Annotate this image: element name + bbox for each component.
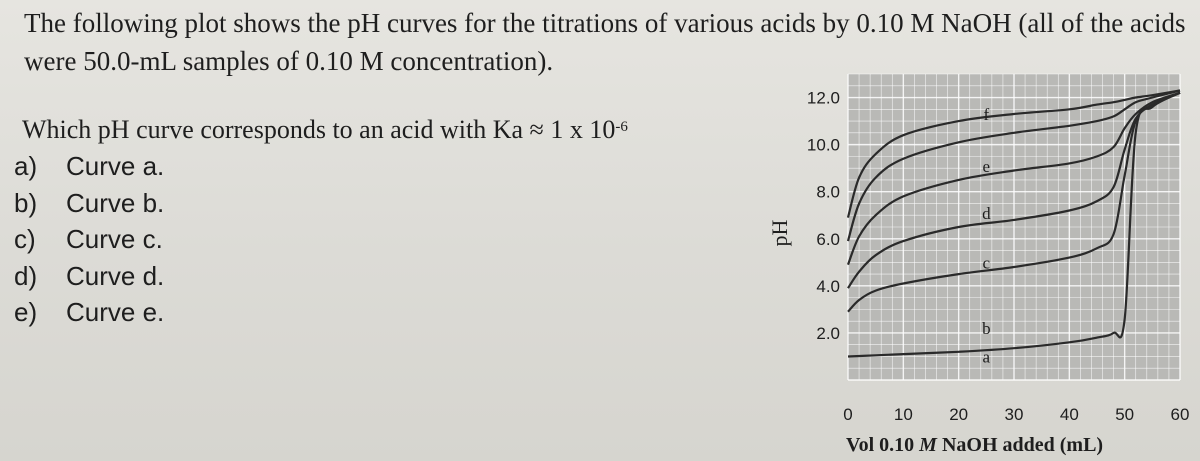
option-letter: c) [14, 224, 36, 254]
curve-label-a: a [982, 347, 991, 367]
option-text: Curve a. [66, 151, 165, 181]
curve-label-e: e [982, 156, 991, 176]
y-tick-label: 4.0 [816, 276, 840, 296]
x-tick-label: 60 [1170, 405, 1190, 424]
y-tick-label: 12.0 [806, 88, 840, 108]
option-text: Curve c. [66, 224, 163, 254]
x-tick-label: 50 [1115, 405, 1135, 424]
option-text: Curve e. [66, 297, 165, 327]
x-tick-label: 20 [949, 405, 969, 424]
curve-label-d: d [982, 203, 991, 223]
option-d[interactable] [14, 258, 164, 295]
option-e[interactable] [14, 294, 164, 331]
x-tick-label: 40 [1059, 405, 1079, 424]
option-letter: e) [14, 297, 38, 327]
option-text: Curve b. [66, 187, 165, 218]
x-tick-label: 0 [843, 405, 853, 424]
question-text: The following plot shows the pH curves for the titrations of various acids by 0.10 M NaOH (all of the acids were 50.0-mL samples of 0.10 M concentration). [24, 8, 1186, 76]
question-prompt [22, 112, 628, 148]
curve-label-b: b [982, 319, 991, 339]
x-tick-label: 30 [1004, 405, 1024, 424]
x-axis-label-suffix: NaOH added (mL) [936, 434, 1104, 456]
option-letter: b) [14, 187, 38, 218]
prompt-exponent: -6 [615, 119, 628, 135]
y-tick-label: 8.0 [816, 182, 840, 202]
answer-options [14, 148, 164, 331]
ph-curves-plot [760, 70, 1190, 461]
titration-chart [760, 70, 1190, 461]
prompt-text: Which pH curve corresponds to an acid with Ka ≈ 1 x 10 [22, 115, 616, 144]
option-letter: a) [14, 151, 38, 181]
x-axis-label-molar: M [919, 434, 937, 456]
option-c[interactable] [14, 221, 164, 258]
y-tick-label: 2.0 [816, 323, 840, 343]
option-a[interactable] [14, 148, 164, 185]
x-axis-label-prefix: Vol 0.10 [846, 434, 920, 456]
curve-label-c: c [982, 253, 991, 273]
y-tick-label: 10.0 [806, 135, 840, 155]
y-axis-label: pH [767, 219, 792, 247]
x-tick-label: 10 [893, 405, 913, 424]
option-text: Curve d. [66, 260, 165, 291]
option-b[interactable] [14, 185, 164, 222]
curve-label-f: f [983, 105, 990, 125]
y-tick-label: 6.0 [816, 229, 840, 249]
option-letter: d) [14, 260, 38, 291]
x-axis-label [846, 434, 1103, 457]
